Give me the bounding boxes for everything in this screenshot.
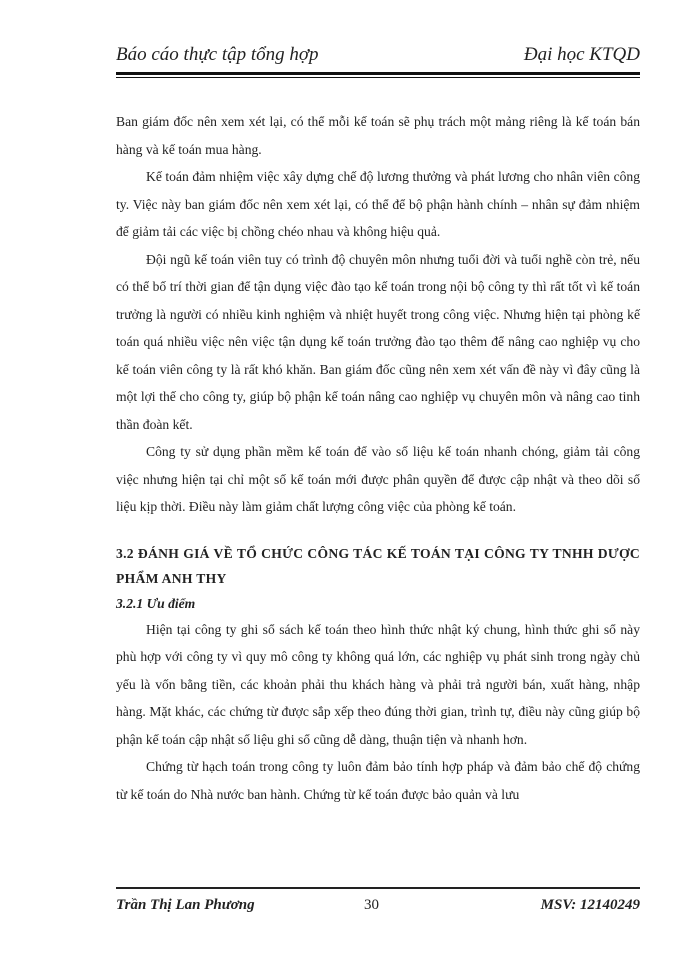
paragraph-5: Hiện tại công ty ghi sổ sách kế toán theo hình thức nhật ký chung, hình thức ghi sổ này phù hợp với công ty vì quy mô công ty không quá lớn, các nghiệp vụ phát sinh trong ngày chủ yếu là vốn bằng tiền, các khoản phải thu khách hàng và phải trả người bán, xuất hàng, nhập hàng. Mặt khác, các chứng từ được sắp xếp theo đúng thời gian, trình tự, điều này cũng giúp bộ phận kế toán cập nhật số liệu ghi sổ cũng dễ dàng, thuận tiện và nhanh hơn. bbox=[116, 621, 640, 747]
header-rule-thick bbox=[116, 72, 640, 75]
header-rule-thin bbox=[116, 77, 640, 78]
paragraph-1: Ban giám đốc nên xem xét lại, có thể mỗi kế toán sẽ phụ trách một mảng riêng là kế toán bán hàng và kế toán mua hàng. bbox=[116, 114, 640, 157]
subsection-heading: 3.2.1 Ưu điểm bbox=[116, 595, 196, 611]
header-report-title: Báo cáo thực tập tổng hợp bbox=[116, 44, 319, 65]
page-header bbox=[116, 40, 640, 74]
paragraph-6: Chứng từ hạch toán trong công ty luôn đảm bảo tính hợp pháp và đảm bảo chế độ chứng từ kế toán do Nhà nước ban hành. Chứng từ kế toán được bảo quản và lưu bbox=[116, 759, 640, 802]
page-body bbox=[116, 108, 640, 808]
section-heading: 3.2 ĐÁNH GIÁ VỀ TỔ CHỨC CÔNG TÁC KẾ TOÁN TẠI CÔNG TY TNHH DƯỢC PHẨM ANH THY bbox=[116, 545, 640, 586]
footer-author: Trần Thị Lan Phương bbox=[116, 897, 255, 913]
page-number: 30 bbox=[364, 897, 379, 913]
page-footer bbox=[116, 897, 640, 921]
footer-rule bbox=[116, 887, 640, 889]
footer-student-id: MSV: 12140249 bbox=[540, 897, 640, 913]
paragraph-3: Đội ngũ kế toán viên tuy có trình độ chuyên môn nhưng tuổi đời và tuổi nghề còn trẻ, nếu có thể bố trí thời gian để tận dụng việc đào tạo kế toán trong nội bộ công ty thì rất tốt vì kế toán trưởng là người có nhiều kinh nghiệm và nhiệt huyết trong công việc. Nhưng hiện tại phòng kế toán quá nhiều việc nên việc tận dụng kế toán trưởng đào tạo thêm để nâng cao nghiệp vụ cho kế toán viên công ty là rất khó khăn. Ban giám đốc cũng nên xem xét vấn đề này vì đây cũng là một lợi thế cho công ty, giúp bộ phận kế toán nâng cao nghiệp vụ chuyên môn và nâng cao tinh thần đoàn kết. bbox=[116, 251, 640, 432]
header-university: Đại học KTQD bbox=[523, 44, 640, 65]
paragraph-4: Công ty sử dụng phần mềm kế toán để vào số liệu kế toán nhanh chóng, giảm tải công việc nhưng hiện tại chỉ một số kế toán mới được phân quyền để được cập nhật và theo dõi số liệu kịp thời. Điều này làm giảm chất lượng công việc của phòng kế toán. bbox=[116, 444, 640, 514]
paragraph-2: Kế toán đảm nhiệm việc xây dựng chế độ lương thưởng và phát lương cho nhân viên công ty. Việc này ban giám đốc nên xem xét lại, có thể để bộ phận hành chính – nhân sự đảm nhiệm để giảm tải các việc bị chồng chéo nhau và không hiệu quả. bbox=[116, 169, 640, 239]
